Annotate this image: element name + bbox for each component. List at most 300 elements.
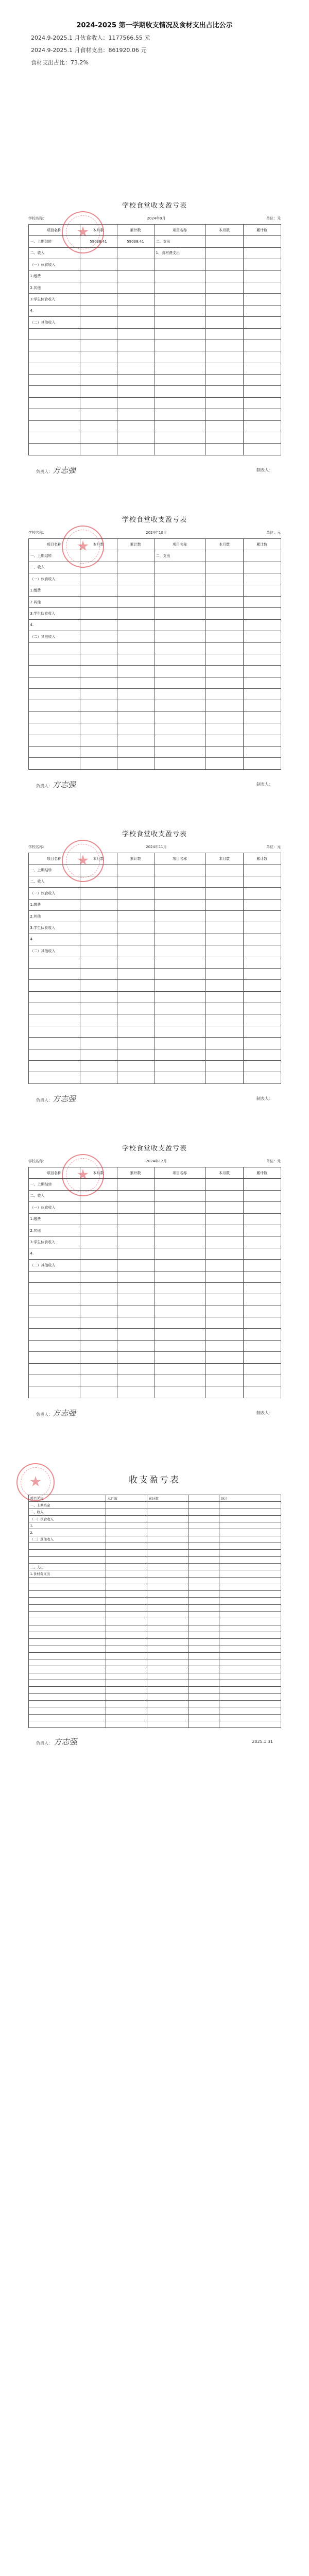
table-cell xyxy=(243,409,281,420)
table-cell xyxy=(28,758,80,769)
table-row xyxy=(28,1639,281,1646)
table-cell xyxy=(243,1271,281,1282)
table-row xyxy=(28,934,281,945)
table-cell xyxy=(243,654,281,665)
table-cell xyxy=(28,957,80,968)
table-cell: 1.食材费支出 xyxy=(28,1570,106,1577)
table-cell xyxy=(243,735,281,746)
table-cell xyxy=(106,1693,147,1700)
table-cell xyxy=(243,259,281,270)
table-cell xyxy=(147,1714,188,1721)
table-cell xyxy=(205,1306,243,1317)
table-row xyxy=(28,328,281,340)
summary-column-header: 项目名称 xyxy=(28,1495,106,1502)
table-cell xyxy=(28,1673,106,1680)
table-cell xyxy=(219,1673,281,1680)
table-cell xyxy=(154,922,205,934)
table-cell xyxy=(106,1659,147,1666)
table-cell xyxy=(28,1375,80,1386)
table-row xyxy=(28,1026,281,1037)
table-row xyxy=(28,1721,281,1727)
table-cell xyxy=(147,1515,188,1522)
table-cell xyxy=(205,642,243,654)
summary-sheet xyxy=(0,1448,309,1752)
table-cell xyxy=(188,1584,219,1590)
table-cell xyxy=(106,1707,147,1714)
table-cell xyxy=(117,1202,154,1213)
table-cell xyxy=(205,585,243,596)
table-cell xyxy=(154,259,205,270)
table-row xyxy=(28,1591,281,1598)
table-cell xyxy=(219,1563,281,1570)
table-row xyxy=(28,340,281,351)
table-cell: 2.其他 xyxy=(28,282,80,293)
table-cell xyxy=(205,980,243,991)
table-cell xyxy=(154,1236,205,1248)
table-cell xyxy=(219,1646,281,1652)
table-cell: 4. xyxy=(28,619,80,631)
summary-table xyxy=(28,1495,281,1728)
table-cell xyxy=(154,386,205,397)
table-cell xyxy=(205,922,243,934)
table-cell xyxy=(80,259,117,270)
table-cell xyxy=(28,375,80,386)
table-cell: 59038.41 xyxy=(117,236,154,247)
table-cell xyxy=(80,317,117,328)
table-cell xyxy=(154,282,205,293)
table-cell xyxy=(188,1639,219,1646)
table-cell xyxy=(117,642,154,654)
table-cell xyxy=(154,654,205,665)
table-cell xyxy=(154,1306,205,1317)
sheet-unit: 单位：元 xyxy=(266,216,281,221)
table-cell xyxy=(28,328,80,340)
red-seal-icon xyxy=(62,840,104,882)
table-cell xyxy=(205,363,243,374)
table-cell xyxy=(188,1502,219,1509)
table-cell xyxy=(117,876,154,887)
table-cell xyxy=(147,1680,188,1687)
table-row xyxy=(28,1612,281,1618)
sheet-prepared-label: 负责人： xyxy=(36,1097,53,1103)
table-cell xyxy=(80,608,117,619)
table-cell xyxy=(80,1003,117,1014)
table-cell xyxy=(243,294,281,305)
table-cell xyxy=(188,1687,219,1693)
table-cell xyxy=(117,282,154,293)
table-cell xyxy=(154,1038,205,1049)
table-cell xyxy=(106,1618,147,1625)
table-cell xyxy=(28,1707,106,1714)
table-cell xyxy=(154,1202,205,1213)
table-cell xyxy=(243,1061,281,1072)
table-cell xyxy=(243,328,281,340)
table-cell xyxy=(117,666,154,677)
table-cell xyxy=(117,980,154,991)
table-cell xyxy=(205,723,243,735)
table-cell xyxy=(154,1363,205,1375)
table-cell xyxy=(205,1014,243,1026)
table-cell xyxy=(28,1604,106,1611)
table-cell xyxy=(205,619,243,631)
table-cell xyxy=(147,1577,188,1584)
table-cell xyxy=(80,631,117,642)
sheet-meta xyxy=(0,838,309,853)
table-row xyxy=(28,1282,281,1294)
table-cell xyxy=(28,444,80,455)
table-cell xyxy=(154,1329,205,1340)
table-cell: 1.缴费 xyxy=(28,899,80,910)
table-cell xyxy=(205,375,243,386)
table-cell xyxy=(205,1282,243,1294)
table-cell xyxy=(117,1363,154,1375)
table-cell xyxy=(205,1072,243,1083)
table-cell xyxy=(154,758,205,769)
table-row xyxy=(28,1659,281,1666)
table-cell xyxy=(80,968,117,979)
table-cell xyxy=(205,945,243,957)
table-cell xyxy=(106,1570,147,1577)
table-cell xyxy=(80,677,117,688)
table-cell xyxy=(28,1659,106,1666)
table-cell xyxy=(219,1584,281,1590)
table-cell xyxy=(219,1509,281,1515)
sheet-prepared-label: 负责人： xyxy=(36,1412,53,1417)
table-cell xyxy=(147,1625,188,1632)
table-cell xyxy=(243,1049,281,1060)
sheet-column-header: 累计数 xyxy=(243,539,281,550)
table-cell xyxy=(154,409,205,420)
table-row xyxy=(28,1213,281,1225)
table-cell xyxy=(80,723,117,735)
table-cell xyxy=(117,573,154,585)
table-cell xyxy=(205,1225,243,1236)
table-cell xyxy=(28,340,80,351)
table-cell xyxy=(28,1340,80,1351)
table-cell xyxy=(219,1522,281,1529)
table-cell xyxy=(154,945,205,957)
table-row xyxy=(28,305,281,316)
table-cell xyxy=(219,1659,281,1666)
table-cell xyxy=(205,1352,243,1363)
table-cell xyxy=(219,1618,281,1625)
table-row xyxy=(28,642,281,654)
sheet-column-header: 本月数 xyxy=(205,853,243,865)
table-cell xyxy=(243,1306,281,1317)
table-cell xyxy=(117,631,154,642)
table-cell xyxy=(28,1049,80,1060)
table-row xyxy=(28,1363,281,1375)
table-cell xyxy=(243,957,281,968)
table-row xyxy=(28,711,281,723)
table-cell xyxy=(80,375,117,386)
summary-date: 2025.1.31 xyxy=(252,1739,273,1744)
table-cell: 二、支出 xyxy=(154,550,205,562)
table-cell xyxy=(205,282,243,293)
sheet-signature: 方志强 xyxy=(53,1094,76,1104)
table-row xyxy=(28,1515,281,1522)
table-cell xyxy=(243,1260,281,1271)
table-cell xyxy=(80,340,117,351)
sheet-prepared-by xyxy=(36,779,76,790)
table-cell xyxy=(205,1260,243,1271)
table-cell xyxy=(80,666,117,677)
table-row xyxy=(28,1550,281,1556)
table-cell xyxy=(117,317,154,328)
table-cell xyxy=(28,351,80,363)
table-cell: （二）其他收入 xyxy=(28,317,80,328)
table-cell xyxy=(188,1632,219,1638)
table-cell xyxy=(188,1666,219,1673)
table-cell xyxy=(243,1386,281,1398)
table-cell xyxy=(147,1612,188,1618)
table-cell xyxy=(205,654,243,665)
table-cell xyxy=(147,1598,188,1604)
table-cell xyxy=(154,700,205,711)
summary-footer xyxy=(0,1728,309,1747)
table-cell xyxy=(106,1529,147,1536)
table-cell xyxy=(205,876,243,887)
table-cell xyxy=(188,1612,219,1618)
table-cell xyxy=(80,700,117,711)
table-cell xyxy=(188,1550,219,1556)
table-cell xyxy=(117,1375,154,1386)
table-cell xyxy=(106,1536,147,1543)
table-cell: 二、收入 xyxy=(28,562,80,573)
table-cell xyxy=(117,1049,154,1060)
table-cell xyxy=(188,1563,219,1570)
table-cell xyxy=(28,1306,80,1317)
table-row xyxy=(28,270,281,282)
table-row xyxy=(28,1190,281,1201)
table-cell xyxy=(243,386,281,397)
table-cell xyxy=(28,700,80,711)
table-cell xyxy=(243,1352,281,1363)
table-cell xyxy=(154,340,205,351)
table-cell xyxy=(106,1563,147,1570)
table-cell xyxy=(154,1014,205,1026)
table-cell xyxy=(147,1550,188,1556)
table-cell xyxy=(28,386,80,397)
table-cell: 4. xyxy=(28,305,80,316)
table-cell xyxy=(80,573,117,585)
table-cell xyxy=(154,934,205,945)
table-cell xyxy=(106,1666,147,1673)
monthly-sheet xyxy=(0,1113,309,1417)
table-cell: （二）其他收入 xyxy=(28,631,80,642)
table-cell xyxy=(188,1680,219,1687)
sheet-reviewer: 制表人： xyxy=(256,782,273,787)
table-cell xyxy=(28,1026,80,1037)
table-cell xyxy=(80,596,117,607)
table-cell xyxy=(154,642,205,654)
table-row xyxy=(28,1673,281,1680)
sheet-meta xyxy=(0,210,309,224)
table-cell xyxy=(117,957,154,968)
table-cell xyxy=(154,317,205,328)
table-row xyxy=(28,1563,281,1570)
table-cell xyxy=(106,1577,147,1584)
table-cell xyxy=(154,305,205,316)
table-cell xyxy=(117,689,154,700)
table-cell xyxy=(154,723,205,735)
summary-prepared-label: 负责人： xyxy=(36,1741,53,1746)
table-cell xyxy=(154,351,205,363)
intro-heading: 2024-2025 第一学期收支情况及食材支出占比公示 xyxy=(76,22,233,29)
table-cell xyxy=(106,1550,147,1556)
table-cell xyxy=(205,1375,243,1386)
table-row xyxy=(28,980,281,991)
table-cell xyxy=(205,711,243,723)
table-cell: 1、食材费支出 xyxy=(154,247,205,259)
table-cell xyxy=(219,1550,281,1556)
table-cell xyxy=(243,888,281,899)
sheet-column-header: 项目名称 xyxy=(154,853,205,865)
table-row xyxy=(28,1604,281,1611)
table-cell xyxy=(117,1282,154,1294)
table-cell: 2.其他 xyxy=(28,910,80,922)
table-cell xyxy=(243,723,281,735)
table-row xyxy=(28,723,281,735)
table-row xyxy=(28,619,281,631)
table-row xyxy=(28,247,281,259)
table-row xyxy=(28,1543,281,1550)
table-row xyxy=(28,689,281,700)
table-cell xyxy=(243,1236,281,1248)
sheet-column-header: 累计数 xyxy=(117,225,154,236)
table-cell xyxy=(28,1646,106,1652)
table-cell xyxy=(219,1502,281,1509)
table-row xyxy=(28,899,281,910)
summary-column-header: 本月数 xyxy=(106,1495,147,1502)
table-cell xyxy=(117,550,154,562)
table-row xyxy=(28,1502,281,1509)
sheet-column-header: 本月数 xyxy=(205,225,243,236)
table-cell xyxy=(188,1515,219,1522)
table-cell xyxy=(205,1248,243,1259)
sheet-column-header: 本月数 xyxy=(80,539,117,550)
table-cell: 一、上期结余 xyxy=(28,1502,106,1509)
table-cell xyxy=(205,631,243,642)
table-cell xyxy=(205,888,243,899)
table-cell xyxy=(147,1687,188,1693)
table-cell xyxy=(205,735,243,746)
table-cell xyxy=(80,991,117,1003)
table-cell xyxy=(117,247,154,259)
table-cell xyxy=(80,386,117,397)
table-cell xyxy=(243,991,281,1003)
table-cell xyxy=(117,747,154,758)
table-cell xyxy=(243,1179,281,1190)
table-cell xyxy=(106,1556,147,1563)
table-row xyxy=(28,910,281,922)
table-cell xyxy=(147,1693,188,1700)
table-cell: 1.缴费 xyxy=(28,270,80,282)
table-cell xyxy=(147,1522,188,1529)
table-cell xyxy=(154,562,205,573)
table-cell xyxy=(219,1529,281,1536)
table-cell xyxy=(243,700,281,711)
table-row xyxy=(28,1271,281,1282)
table-cell xyxy=(28,420,80,432)
monthly-sheet xyxy=(0,170,309,474)
table-cell xyxy=(219,1652,281,1659)
table-cell xyxy=(28,1543,106,1550)
table-cell xyxy=(147,1563,188,1570)
table-cell xyxy=(219,1721,281,1727)
table-cell xyxy=(154,1190,205,1201)
table-cell xyxy=(243,375,281,386)
sheet-title: 学校食堂收支盈亏表 xyxy=(122,202,187,210)
sheet-table xyxy=(28,1167,281,1398)
table-cell xyxy=(147,1570,188,1577)
summary-prepared-by xyxy=(36,1736,77,1747)
table-row xyxy=(28,386,281,397)
sheet-column-header: 累计数 xyxy=(117,1167,154,1179)
table-cell xyxy=(243,1014,281,1026)
table-cell xyxy=(28,1352,80,1363)
table-cell xyxy=(147,1584,188,1590)
table-cell xyxy=(28,642,80,654)
table-cell xyxy=(243,236,281,247)
table-cell xyxy=(28,1014,80,1026)
table-cell xyxy=(147,1646,188,1652)
table-cell xyxy=(147,1618,188,1625)
monthly-sheet xyxy=(0,484,309,788)
table-cell xyxy=(28,1556,106,1563)
table-cell xyxy=(117,363,154,374)
table-row xyxy=(28,1329,281,1340)
table-cell xyxy=(28,1687,106,1693)
table-cell xyxy=(147,1659,188,1666)
table-row xyxy=(28,573,281,585)
table-cell: 二、收入 xyxy=(28,1509,106,1515)
table-cell xyxy=(205,1202,243,1213)
sheet-prepared-label: 负责人： xyxy=(36,469,53,474)
sheet-title: 学校食堂收支盈亏表 xyxy=(122,1145,187,1153)
table-cell xyxy=(28,1294,80,1306)
table-cell xyxy=(243,619,281,631)
table-cell xyxy=(28,735,80,746)
sheet-school: 学校名称： xyxy=(28,216,46,221)
table-cell xyxy=(154,1179,205,1190)
table-row xyxy=(28,1666,281,1673)
table-cell xyxy=(28,363,80,374)
table-cell xyxy=(243,910,281,922)
summary-column-header: 备注 xyxy=(219,1495,281,1502)
table-cell xyxy=(154,991,205,1003)
table-cell xyxy=(106,1652,147,1659)
table-cell xyxy=(80,1271,117,1282)
table-cell xyxy=(117,899,154,910)
table-row xyxy=(28,758,281,769)
table-cell xyxy=(154,1061,205,1072)
table-cell xyxy=(188,1707,219,1714)
table-cell xyxy=(80,305,117,316)
table-cell xyxy=(117,922,154,934)
table-cell xyxy=(205,1038,243,1049)
table-cell xyxy=(154,910,205,922)
table-cell xyxy=(154,1026,205,1037)
table-cell xyxy=(117,619,154,631)
table-cell xyxy=(117,758,154,769)
sheet-column-header: 累计数 xyxy=(243,853,281,865)
table-cell xyxy=(80,1038,117,1049)
table-cell xyxy=(243,1329,281,1340)
table-cell xyxy=(80,899,117,910)
table-cell xyxy=(205,420,243,432)
table-cell xyxy=(28,1598,106,1604)
